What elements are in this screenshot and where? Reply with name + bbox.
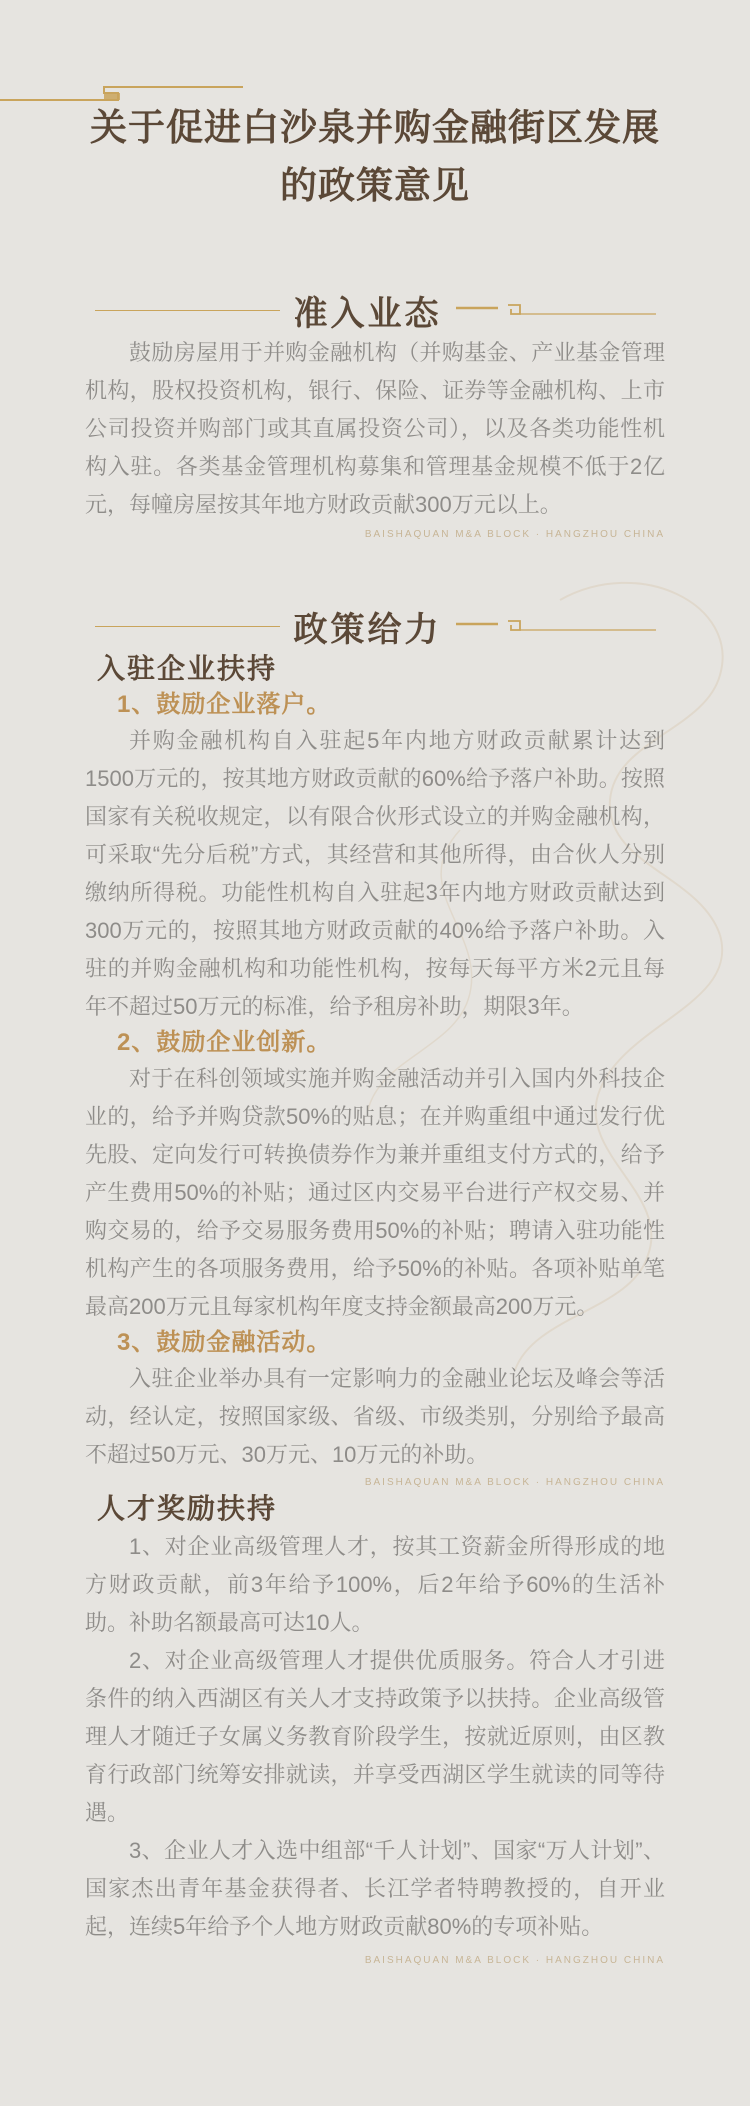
gold-line-left [95,626,280,627]
subsection-title-enterprise: 入驻企业扶持 [97,653,278,684]
watermark-text: BAISHAQUAN M&A BLOCK · HANGZHOU CHINA [364,529,665,540]
policy-item-label: 2、鼓励企业创新。 [117,1029,332,1056]
section-heading-policy: 政策给力 [293,610,442,649]
policy-item-text: 并购金融机构自入驻起5年内地方财政贡献累计达到1500万元的，按其地方财政贡献的60%给予落户补助。按照国家有关税收规定，以有限合伙形式设立的并购金融机构，可采取“先分后税”方式，其经营和其他所得，由合伙人分别缴纳所得税。功能性机构自入驻起3年内地方财政贡献达到300万元的，按照其地方财政贡献的40%给予落户补助。入驻的并购金融机构和功能性机构，按每天每平方米2元且每年不超过50万元的标准，给予租房补助，期限3年。 [85,728,665,1019]
watermark-text: BAISHAQUAN M&A BLOCK · HANGZHOU CHINA [364,1477,665,1488]
policy-item-label: 1、鼓励企业落户。 [117,691,332,718]
access-intro-paragraph: 鼓励房屋用于并购金融机构（并购基金、产业基金管理机构，股权投资机构，银行、保险、证券等金融机构、上市公司投资并购部门或其直属投资公司），以及各类功能性机构入驻。各类基金管理机构募集和管理基金规模不低于2亿元，每幢房屋按其年地方财政贡献300万元以上。 [85,340,665,517]
gold-line-right-hook [456,302,656,318]
policy-item-text: 入驻企业举办具有一定影响力的金融业论坛及峰会等活动，经认定，按照国家级、省级、市级类别，分别给予最高不超过50万元、30万元、10万元的补助。 [85,1366,665,1467]
watermark-text: BAISHAQUAN M&A BLOCK · HANGZHOU CHINA [364,1955,665,1966]
gold-line-left [95,310,280,311]
talent-item-text: 1、对企业高级管理人才，按其工资薪金所得形成的地方财政贡献，前3年给予100%，后2年给予60%的生活补助。补助名额最高可达10人。 [85,1534,665,1635]
section-heading-access: 准入业态 [293,294,442,333]
page-title: 关于促进白沙泉并购金融街区发展的政策意见 [90,108,660,207]
talent-item-text: 3、企业人才入选中组部“千人计划”、国家“万人计划”、国家杰出青年基金获得者、长江学者特聘教授的，自开业起，连续5年给予个人地方财政贡献80%的专项补贴。 [85,1838,665,1939]
section-header-access [85,286,665,334]
section-header-policy [85,602,665,650]
policy-item-label: 3、鼓励金融活动。 [117,1329,332,1356]
talent-item-text: 2、对企业高级管理人才提供优质服务。符合人才引进条件的纳入西湖区有关人才支持政策予以扶持。企业高级管理人才随迁子女属义务教育阶段学生，按就近原则，由区教育行政部门统筹安排就读，并享受西湖区学生就读的同等待遇。 [85,1648,665,1825]
policy-item-text: 对于在科创领域实施并购金融活动并引入国内外科技企业的，给予并购贷款50%的贴息；在并购重组中通过发行优先股、定向发行可转换债券作为兼并重组支付方式的，给予产生费用50%的补贴；通过区内交易平台进行产权交易、并购交易的，给予交易服务费用50%的补贴；聘请入驻功能性机构产生的各项服务费用，给予50%的补贴。各项补贴单笔最高200万元且每家机构年度支持金额最高200万元。 [85,1066,665,1319]
subsection-title-talent: 人才奖励扶持 [97,1493,278,1524]
gold-line-right-hook [456,618,656,634]
